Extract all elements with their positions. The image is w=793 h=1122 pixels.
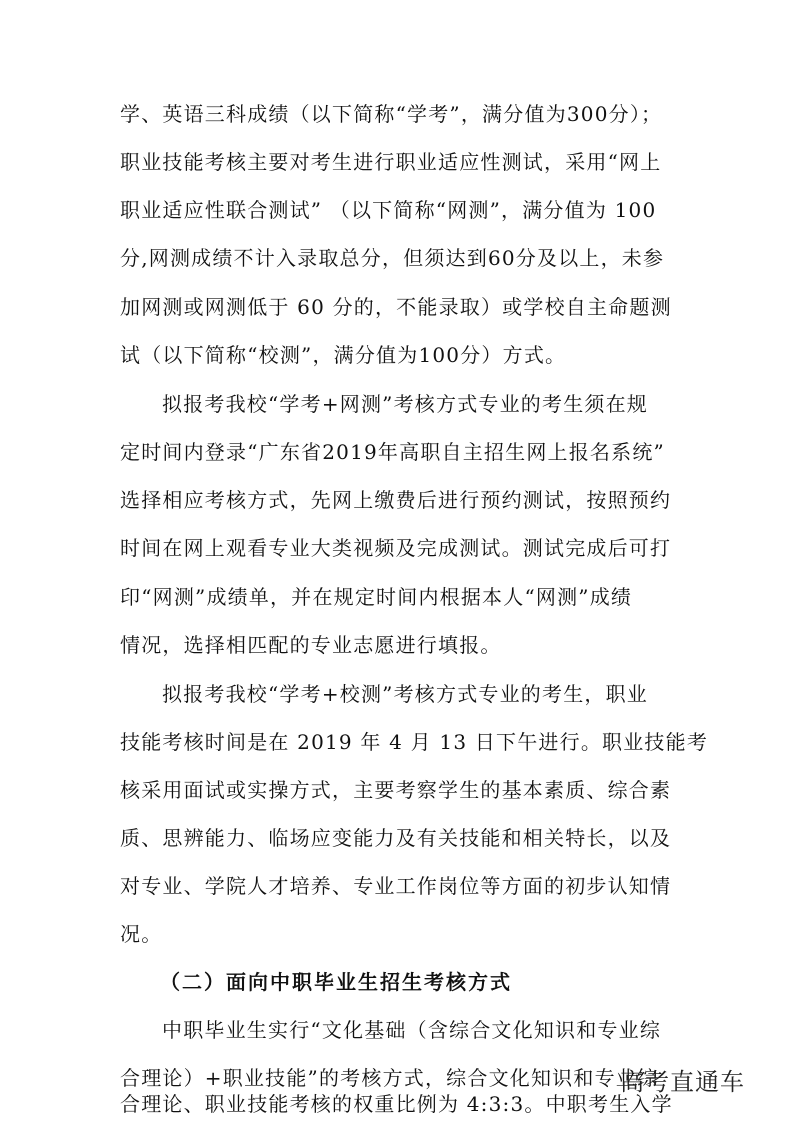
text-line: 加网测或网测低于 60 分的，不能录取）或学校自主命题测 [120,295,672,319]
paragraph-first-line: 拟报考我校“学考+网测”考核方式专业的考生须在规 [162,392,649,416]
text-line: 况。 [120,922,163,946]
paragraph-first-line: 拟报考我校“学考+校测”考核方式专业的考生，职业 [162,682,649,706]
text-line: 对专业、学院人才培养、专业工作岗位等方面的初步认知情 [120,874,672,898]
text-line: 学、英语三科成绩（以下简称“学考”，满分值为300分）； [120,102,663,126]
text-line: 分,网测成绩不计入录取总分，但须达到60分及以上，未参 [120,246,665,270]
paragraph-first-line: 中职毕业生实行“文化基础（含综合文化知识和专业综 [162,1018,662,1042]
text-line: 质、思辨能力、临场应变能力及有关技能和相关特长，以及 [120,826,672,850]
section-heading: （二）面向中职毕业生招生考核方式 [160,970,512,994]
watermark-logo: 高考直通车 [620,1068,745,1096]
text-line: 合理论）+职业技能”的考核方式，综合文化知识和专业综 [120,1066,659,1090]
text-line: 选择相应考核方式，先网上缴费后进行预约测试，按照预约 [120,488,672,512]
text-line: 职业适应性联合测试” （以下简称“网测”，满分值为 100 [120,198,657,222]
text-line: 时间在网上观看专业大类视频及完成测试。测试完成后可打 [120,536,672,560]
text-line: 核采用面试或实操方式，主要考察学生的基本素质、综合素 [120,778,672,802]
text-line: 定时间内登录“广东省2019年高职自主招生网上报名系统” [120,440,665,464]
text-line: 职业技能考核主要对考生进行职业适应性测试，采用“网上 [120,150,662,174]
text-line: 技能考核时间是在 2019 年 4 月 13 日下午进行。职业技能考 [120,730,709,754]
text-line: 合理论、职业技能考核的权重比例为 4:3:3。中职考生入学 [120,1092,673,1116]
text-line: 试（以下简称“校测”，满分值为100分）方式。 [120,343,567,367]
text-line: 情况，选择相匹配的专业志愿进行填报。 [120,633,502,657]
text-line: 印“网测”成绩单，并在规定时间内根据本人“网测”成绩 [120,585,633,609]
